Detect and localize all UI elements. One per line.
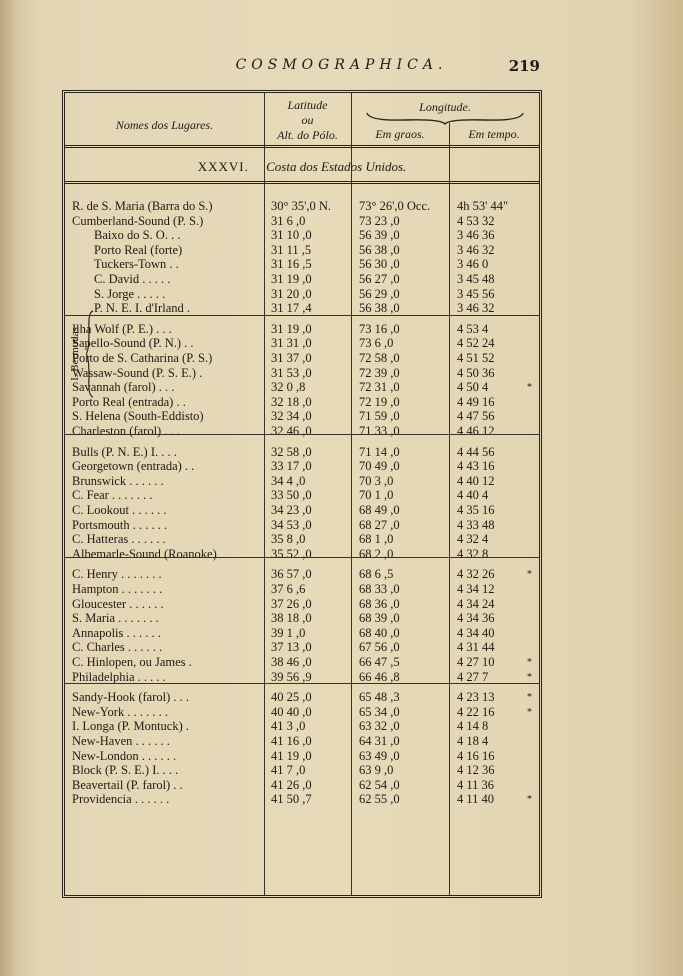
place-name: Baixo do S. O. . . xyxy=(94,228,181,243)
place-name: C. Henry . . . . . . . xyxy=(72,567,162,582)
latitude-line-3: Alt. do Pólo. xyxy=(277,128,338,142)
latitude-cell: 37 6 ,6 xyxy=(271,582,306,596)
longitude-degrees-cell: 73 16 ,0 xyxy=(359,321,400,336)
longitude-degrees-cell: 68 27 ,0 xyxy=(359,517,400,532)
longitude-degrees-cell: 68 1 ,0 xyxy=(359,532,394,547)
longitude-degrees-cell: 68 39 ,0 xyxy=(359,611,400,626)
longitude-time-cell: 4 51 52 xyxy=(457,351,495,365)
place-name: C. Charles . . . . . . xyxy=(72,640,163,655)
table-row xyxy=(65,655,539,670)
place-name: Philadelphia . . . . . xyxy=(72,669,166,684)
column-header-latitude xyxy=(264,98,351,143)
longitude-time-cell: 4 53 4 xyxy=(457,321,489,336)
longitude-degrees-cell: 68 33 ,0 xyxy=(359,582,400,596)
table-row xyxy=(65,749,539,764)
place-name: S. Maria . . . . . . . xyxy=(72,611,159,626)
coordinates-table xyxy=(62,90,542,898)
longitude-time-cell: 4 50 4 xyxy=(457,380,489,395)
longitude-degrees-cell: 66 47 ,5 xyxy=(359,655,400,669)
table-row xyxy=(65,474,539,489)
longitude-time-cell: 4 22 16 xyxy=(457,704,495,719)
table-row xyxy=(65,597,539,612)
longitude-degrees-cell: 62 54 ,0 xyxy=(359,777,400,792)
longitude-time-cell: 4 53 32 xyxy=(457,213,495,228)
row-mark: * xyxy=(527,794,532,806)
latitude-cell: 31 19 ,0 xyxy=(271,321,312,336)
longitude-time-cell: 4 32 26 xyxy=(457,567,495,582)
running-title: COSMOGRAPHICA. xyxy=(235,57,448,73)
longitude-time-cell: 3 46 32 xyxy=(457,242,495,257)
longitude-degrees-cell: 67 56 ,0 xyxy=(359,640,400,655)
latitude-cell: 30° 35',0 N. xyxy=(271,199,332,213)
place-name: Wassaw-Sound (P. S. E.) . xyxy=(72,365,203,380)
longitude-degrees-cell: 68 2 ,0 xyxy=(359,546,394,561)
latitude-cell: 31 6 ,0 xyxy=(271,213,306,228)
longitude-time-cell: 4 47 56 xyxy=(457,409,495,424)
longitude-time-cell: 4 11 40 xyxy=(457,792,495,807)
longitude-degrees-cell: 72 31 ,0 xyxy=(359,380,400,395)
table-row xyxy=(65,719,539,734)
latitude-cell: 32 18 ,0 xyxy=(271,394,312,409)
longitude-time-cell: 3 46 32 xyxy=(457,301,495,316)
longitude-time-cell: 4 46 12 xyxy=(457,424,495,438)
longitude-degrees-cell: 62 55 ,0 xyxy=(359,792,400,807)
table-row xyxy=(65,503,539,518)
table-row xyxy=(65,424,539,439)
place-name: C. Hinlopen, ou James . xyxy=(72,655,192,669)
latitude-cell: 39 1 ,0 xyxy=(271,625,306,640)
table-row xyxy=(65,445,539,460)
longitude-time-cell: 4 50 36 xyxy=(457,365,495,380)
place-name: Georgetown (entrada) . . xyxy=(72,459,195,474)
place-name: I. Longa (P. Montuck) . xyxy=(72,719,189,734)
section-rule xyxy=(65,181,539,184)
longitude-brace xyxy=(365,111,525,125)
place-name: Annapolis . . . . . . xyxy=(72,625,161,640)
latitude-cell: 31 19 ,0 xyxy=(271,272,312,286)
longitude-time-cell: 4 31 44 xyxy=(457,640,495,655)
longitude-degrees-cell: 65 48 ,3 xyxy=(359,690,400,705)
table-row xyxy=(65,582,539,597)
latitude-cell: 33 50 ,0 xyxy=(271,488,312,503)
table-row xyxy=(65,351,539,366)
longitude-time-cell: 4 27 7 xyxy=(457,669,489,684)
place-name: Beavertail (P. farol) . . xyxy=(72,777,183,792)
page-number: 219 xyxy=(508,57,540,75)
group-label-text: I. Bermudas xyxy=(69,327,81,381)
table-row xyxy=(65,322,539,337)
longitude-degrees-cell: 72 19 ,0 xyxy=(359,394,400,409)
longitude-degrees-cell: 56 38 ,0 xyxy=(359,242,400,257)
place-name: Portsmouth . . . . . . xyxy=(72,517,168,532)
table-row xyxy=(65,257,539,272)
section-title xyxy=(65,159,539,175)
table-row xyxy=(65,336,539,351)
place-name: Providencia . . . . . . xyxy=(72,792,170,807)
place-name: Ilha Wolf (P. E.) . . . xyxy=(72,321,172,336)
longitude-degrees-cell: 68 40 ,0 xyxy=(359,625,400,640)
latitude-cell: 40 25 ,0 xyxy=(271,690,312,705)
latitude-cell: 34 53 ,0 xyxy=(271,517,312,532)
group-rule xyxy=(65,557,539,558)
longitude-degrees-cell: 73° 26',0 Occ. xyxy=(359,199,431,213)
longitude-time-cell: 3 45 48 xyxy=(457,272,495,286)
longitude-time-cell: 4h 53' 44" xyxy=(457,199,509,213)
latitude-cell: 33 17 ,0 xyxy=(271,459,312,474)
longitude-time-cell: 4 44 56 xyxy=(457,444,495,459)
longitude-time-cell: 4 40 4 xyxy=(457,488,489,503)
longitude-degrees-cell: 63 32 ,0 xyxy=(359,719,400,734)
longitude-degrees-cell: 56 29 ,0 xyxy=(359,286,400,301)
table-row xyxy=(65,301,539,316)
table-row xyxy=(65,366,539,381)
table-row xyxy=(65,243,539,258)
longitude-degrees-cell: 71 59 ,0 xyxy=(359,409,400,424)
place-name: New-Haven . . . . . . xyxy=(72,734,170,748)
group-rule xyxy=(65,434,539,435)
place-name: Brunswick . . . . . . xyxy=(72,473,164,488)
longitude-time-cell: 3 46 36 xyxy=(457,228,495,243)
longitude-degrees-cell: 68 49 ,0 xyxy=(359,503,400,517)
longitude-time-cell: 4 18 4 xyxy=(457,734,489,748)
column-header-degrees: Em graos. xyxy=(375,127,425,141)
place-name: Cumberland-Sound (P. S.) xyxy=(72,213,204,228)
longitude-degrees-cell: 72 58 ,0 xyxy=(359,351,400,365)
row-mark: * xyxy=(527,657,532,668)
longitude-degrees-cell: 63 9 ,0 xyxy=(359,763,394,778)
table-row xyxy=(65,611,539,626)
longitude-time-cell: 3 45 56 xyxy=(457,286,495,301)
longitude-degrees-cell: 64 31 ,0 xyxy=(359,734,400,748)
longitude-time-cell: 4 34 12 xyxy=(457,582,495,596)
row-mark: * xyxy=(527,569,532,581)
longitude-time-cell: 4 23 13 xyxy=(457,690,495,705)
place-name: Gloucester . . . . . . xyxy=(72,596,164,611)
latitude-cell: 41 16 ,0 xyxy=(271,734,312,748)
latitude-cell: 38 18 ,0 xyxy=(271,611,312,626)
place-name: Sandy-Hook (farol) . . . xyxy=(72,690,189,705)
table-row xyxy=(65,287,539,302)
group-rule xyxy=(65,683,539,684)
latitude-cell: 41 50 ,7 xyxy=(271,792,312,807)
place-name: Block (P. S. E.) I. . . . xyxy=(72,763,179,778)
place-name: Savannah (farol) . . . xyxy=(72,380,175,395)
place-name: Porto Real (forte) xyxy=(94,242,183,257)
place-name: R. de S. Maria (Barra do S.) xyxy=(72,199,213,213)
latitude-cell: 41 3 ,0 xyxy=(271,719,306,734)
longitude-degrees-cell: 71 14 ,0 xyxy=(359,444,400,459)
table-row xyxy=(65,567,539,582)
table-row xyxy=(65,380,539,395)
latitude-cell: 31 11 ,5 xyxy=(271,242,312,257)
table-row xyxy=(65,459,539,474)
longitude-time-cell: 4 40 12 xyxy=(457,473,495,488)
header-rule xyxy=(65,145,539,148)
latitude-cell: 32 34 ,0 xyxy=(271,409,312,424)
row-mark: * xyxy=(527,382,532,394)
latitude-cell: 31 17 ,4 xyxy=(271,301,312,316)
latitude-cell: 38 46 ,0 xyxy=(271,655,312,669)
place-name: Charleston (farol) . . . xyxy=(72,424,180,438)
table-row xyxy=(65,518,539,533)
place-name: Albemarle-Sound (Roanoke) xyxy=(72,546,217,561)
longitude-time-cell: 4 52 24 xyxy=(457,336,495,351)
row-mark: * xyxy=(527,671,532,683)
longitude-degrees-cell: 70 1 ,0 xyxy=(359,488,394,503)
place-name: Hampton . . . . . . . xyxy=(72,582,163,596)
place-name: C. David . . . . . xyxy=(94,272,171,286)
table-row xyxy=(65,734,539,749)
place-name: S. Jorge . . . . . xyxy=(94,286,166,301)
latitude-line-2: ou xyxy=(301,113,314,127)
longitude-degrees-cell: 63 49 ,0 xyxy=(359,748,400,763)
place-name: S. Helena (South-Eddisto) xyxy=(72,409,204,424)
table-row xyxy=(65,792,539,807)
latitude-line-1: Latitude xyxy=(287,98,328,112)
table-row xyxy=(65,488,539,503)
longitude-degrees-cell: 56 39 ,0 xyxy=(359,228,400,243)
longitude-time-cell: 4 33 48 xyxy=(457,517,495,532)
latitude-cell: 34 23 ,0 xyxy=(271,503,312,517)
longitude-degrees-cell: 73 23 ,0 xyxy=(359,213,400,228)
longitude-degrees-cell: 68 6 ,5 xyxy=(359,567,394,582)
latitude-cell: 31 31 ,0 xyxy=(271,336,312,351)
row-mark: * xyxy=(527,692,532,704)
place-name: Bulls (P. N. E.) I. . . . xyxy=(72,444,177,459)
table-row xyxy=(65,690,539,705)
table-row xyxy=(65,409,539,424)
latitude-cell: 31 16 ,5 xyxy=(271,257,312,272)
column-header-name: Nomes dos Lugares. xyxy=(115,118,214,132)
place-name: C. Hatteras . . . . . . xyxy=(72,532,166,547)
table-row xyxy=(65,705,539,720)
longitude-time-cell: 4 35 16 xyxy=(457,503,495,517)
longitude-time-cell: 3 46 0 xyxy=(457,257,489,272)
longitude-time-cell: 4 16 16 xyxy=(457,748,495,763)
place-name: P. N. E. I. d'Irland . xyxy=(94,301,190,316)
longitude-degrees-cell: 72 39 ,0 xyxy=(359,365,400,380)
table-row xyxy=(65,547,539,562)
longitude-degrees-cell: 65 34 ,0 xyxy=(359,704,400,719)
place-name: New-York . . . . . . . xyxy=(72,704,168,719)
latitude-cell: 31 20 ,0 xyxy=(271,286,312,301)
longitude-time-cell: 4 11 36 xyxy=(457,777,495,792)
place-name: Porto Real (entrada) . . xyxy=(72,394,186,409)
place-name: Tuckers-Town . . xyxy=(94,257,179,272)
table-row xyxy=(65,395,539,410)
table-row xyxy=(65,532,539,547)
longitude-time-cell: 4 14 8 xyxy=(457,719,489,734)
place-name: C. Lookout . . . . . . xyxy=(72,503,167,517)
latitude-cell: 37 13 ,0 xyxy=(271,640,312,655)
latitude-cell: 39 56 ,9 xyxy=(271,669,312,684)
longitude-time-cell: 4 32 4 xyxy=(457,532,489,547)
longitude-time-cell: 4 34 40 xyxy=(457,625,495,640)
place-name: Sapello-Sound (P. N.) . . xyxy=(72,336,194,351)
latitude-cell: 31 10 ,0 xyxy=(271,228,312,243)
latitude-cell: 40 40 ,0 xyxy=(271,704,312,719)
longitude-time-cell: 4 34 36 xyxy=(457,611,495,626)
latitude-cell: 31 37 ,0 xyxy=(271,351,312,365)
longitude-time-cell: 4 34 24 xyxy=(457,596,495,611)
group-rule xyxy=(65,315,539,316)
latitude-cell: 41 7 ,0 xyxy=(271,763,306,778)
column-header-time: Em tempo. xyxy=(468,127,520,141)
latitude-cell: 35 52 ,0 xyxy=(271,546,312,561)
latitude-cell: 35 8 ,0 xyxy=(271,532,306,547)
latitude-cell: 32 46 ,0 xyxy=(271,424,312,438)
row-mark: * xyxy=(527,706,532,718)
longitude-time-cell: 4 43 16 xyxy=(457,459,495,474)
table-row xyxy=(65,228,539,243)
latitude-cell: 41 19 ,0 xyxy=(271,748,312,763)
longitude-time-cell: 4 12 36 xyxy=(457,763,495,778)
latitude-cell: 32 0 ,8 xyxy=(271,380,306,395)
table-row xyxy=(65,272,539,287)
longitude-degrees-cell: 70 49 ,0 xyxy=(359,459,400,474)
longitude-time-cell: 4 49 16 xyxy=(457,394,495,409)
column-header-longitude: Longitude. xyxy=(419,100,471,114)
longitude-degrees-cell: 70 3 ,0 xyxy=(359,473,394,488)
place-name: C. Fear . . . . . . . xyxy=(72,488,153,503)
table-row xyxy=(65,626,539,641)
latitude-cell: 37 26 ,0 xyxy=(271,596,312,611)
place-name: Porto de S. Catharina (P. S.) xyxy=(72,351,213,365)
longitude-degrees-cell: 66 46 ,8 xyxy=(359,669,400,684)
longitude-degrees-cell: 56 38 ,0 xyxy=(359,301,400,316)
page-header xyxy=(0,57,683,79)
latitude-cell: 34 4 ,0 xyxy=(271,473,306,488)
longitude-degrees-cell: 56 30 ,0 xyxy=(359,257,400,272)
longitude-degrees-cell: 73 6 ,0 xyxy=(359,336,394,351)
table-row xyxy=(65,763,539,778)
longitude-time-cell: 4 32 8 xyxy=(457,546,489,561)
section-name: Costa dos Estados Unidos. xyxy=(266,159,407,174)
table-row xyxy=(65,778,539,793)
latitude-cell: 36 57 ,0 xyxy=(271,567,312,582)
latitude-cell: 32 58 ,0 xyxy=(271,444,312,459)
table-row xyxy=(65,199,539,214)
longitude-degrees-cell: 71 33 ,0 xyxy=(359,424,400,438)
table-row xyxy=(65,214,539,229)
longitude-degrees-cell: 68 36 ,0 xyxy=(359,596,400,611)
longitude-degrees-cell: 56 27 ,0 xyxy=(359,272,400,286)
latitude-cell: 31 53 ,0 xyxy=(271,365,312,380)
table-row xyxy=(65,640,539,655)
latitude-cell: 41 26 ,0 xyxy=(271,777,312,792)
longitude-time-cell: 4 27 10 xyxy=(457,655,495,669)
section-number: XXXVI. xyxy=(197,159,249,174)
place-name: New-London . . . . . . xyxy=(72,748,177,763)
